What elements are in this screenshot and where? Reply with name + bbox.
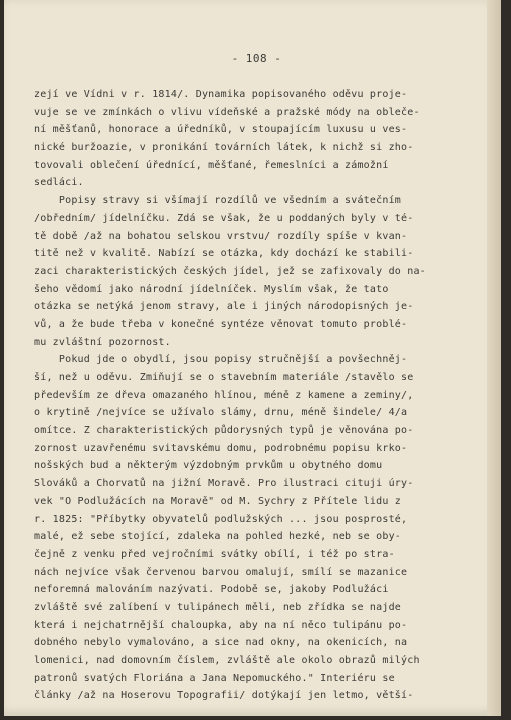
text-line: dobného nebylo vymalováno, a sice nad okny, na okenicích, na — [34, 637, 408, 649]
text-line: sedláci. — [34, 177, 84, 189]
document-text — [34, 52, 479, 705]
text-line: otázka se netýká jenom stravy, ale i jiných národopisných je- — [34, 301, 414, 313]
text-line: vuje se ve zmínkách o vlivu vídeňské a pražské módy na oblečе- — [34, 106, 420, 118]
text-line: šeho vědomí jako národní jídelníček. Myslím však, že tato — [34, 283, 389, 295]
text-line: zvláště své zalíbení v tulipánech měli, neb zřídka se najde — [34, 601, 402, 613]
text-line: lomenici, nad domovním číslem, zvláště ale okolo obrazů milých — [34, 655, 420, 666]
text-line: titě než v kvalitě. Nabízí se otázka, kdy dochází ke stabili- — [34, 248, 414, 260]
text-line: články /až na Hoserovu Topografii/ dotýkají jen letmo, větší- — [34, 690, 414, 702]
page-edge — [487, 0, 501, 716]
text-line: nické buržoazie, v pronikání továrních látek, k nichž si zho- — [34, 142, 414, 154]
text-line: ší, než u oděvu. Zmiňují se o stavebním materiále /stavělo se — [34, 372, 414, 383]
text-line: tovovali oblečení úřednící, měšťané, řemeslníci a zámožní — [34, 159, 389, 171]
text-line: o krytině /nejvíce se užívalo slámy, drnu, méně šindele/ 4/a — [34, 407, 408, 419]
text-line: ní měšťanů, honorace a úředníků, v stoupajícím luxusu u ves- — [34, 124, 408, 136]
text-line: neforemná malováním nazývati. Podobě se, jakoby Podlužáci — [34, 584, 389, 596]
text-line: čejně z venku před vejročními svátky obílí, i též po stra- — [34, 548, 395, 560]
text-line: tě době /až na bohatou selskou vrstvu/ rozdíly spíše v kvan- — [34, 230, 408, 242]
text-line: /obředním/ jídelníčku. Zdá se však, že u poddaných byly v té- — [34, 212, 414, 224]
text-line: především ze dřeva omazaného hlínou, méně z kamene a zeminy/, — [34, 389, 414, 401]
text-line: vů, a že bude třeba v konečné syntéze věnovat tomuto problé- — [34, 318, 408, 330]
text-line: omítce. Z charakteristických půdorysných typů je věnována po- — [34, 425, 414, 437]
text-line: zaci charakteristických českých jídel, jež se zafixovaly do na- — [34, 265, 426, 277]
page-number: - 108 - — [231, 52, 282, 65]
text-line: patronů svatých Floriána a Jana Nepomuckého." Interiéru se — [34, 672, 395, 684]
text-line: r. 1825: "Příbytky obyvatelů podlužských ... jsou posprosté, — [34, 513, 408, 525]
text-line: zejí ve Vídni v r. 1814/. Dynamika popisovaného oděvu proje- — [34, 89, 408, 100]
text-line: Pokud jde o obydlí, jsou popisy stručnější a povšechněj- — [34, 354, 408, 366]
text-line: která i nejchatrnější chaloupka, aby na ní něco tulipánu po- — [34, 619, 408, 631]
text-line: Popisy stravy si všímají rozdílů ve všedním a svátečním — [34, 195, 402, 207]
text-line: nošských bud a některým výzdobným prvkům u obytného domu — [34, 460, 383, 472]
text-line: zornost uzavřenému svitavskému domu, podrobnému popisu krko- — [34, 442, 408, 454]
text-line: Slováků a Chorvatů na jižní Moravě. Pro ilustraci cituji úry- — [34, 478, 414, 490]
text-line: malé, ež sebe stojící, zdaleka na pohled hezké, neb se oby- — [34, 531, 402, 543]
text-line: mu zvláštní pozornost. — [34, 336, 171, 348]
text-line: nách nejvíce však červenou barvou omalují, smílí se mazanice — [34, 566, 408, 578]
text-line: vek "O Podlužácích na Moravě" od M. Sychry z Přítele lidu z — [34, 495, 402, 507]
text-lines — [34, 86, 479, 705]
